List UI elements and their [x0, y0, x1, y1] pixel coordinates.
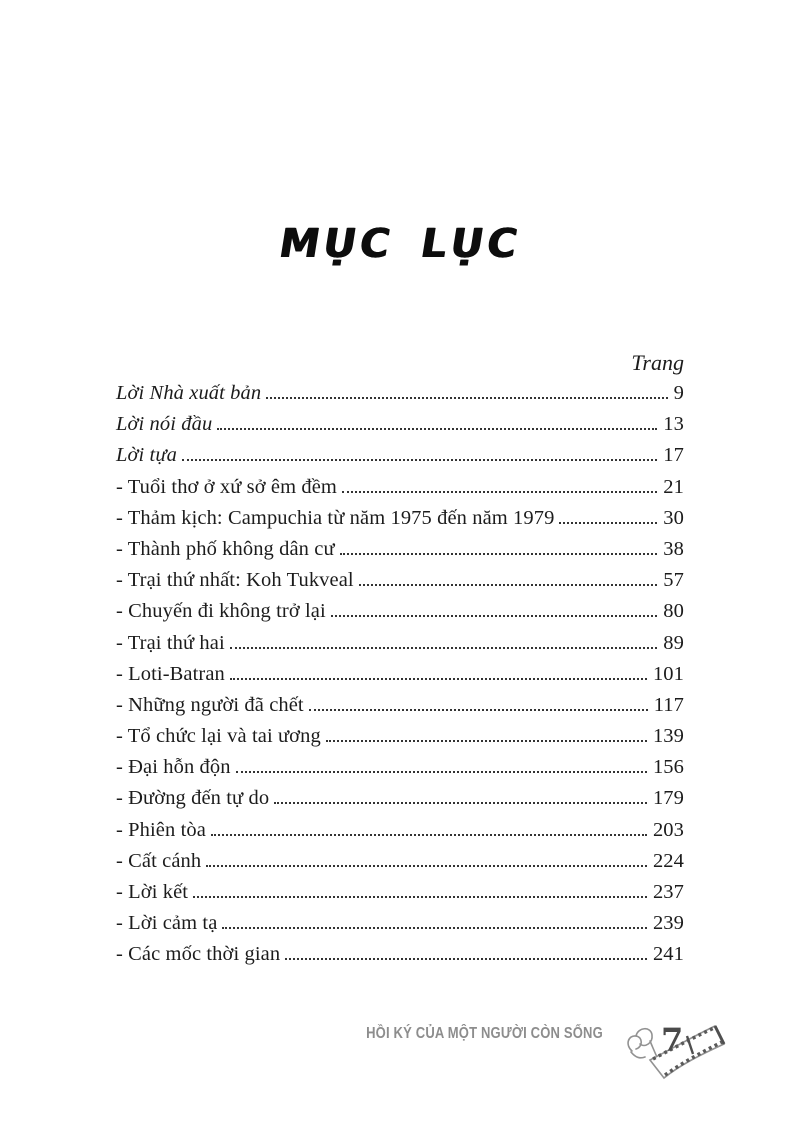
- page-footer: [0, 1005, 800, 1090]
- toc-entry-label: - Tuổi thơ ở xứ sở êm đềm: [116, 475, 337, 498]
- dot-leader: [342, 491, 657, 493]
- toc-row: [116, 819, 684, 850]
- toc-row: [116, 912, 684, 943]
- toc-row: [116, 725, 684, 756]
- toc-entry-page: 203: [652, 818, 684, 841]
- toc-row: [116, 382, 684, 413]
- dot-leader: [340, 553, 658, 555]
- dot-leader: [359, 584, 658, 586]
- toc-entry-page: 57: [663, 569, 684, 592]
- toc-row: [116, 850, 684, 881]
- toc-entry-page: 80: [663, 600, 684, 623]
- page-title: MỤC LỤC: [275, 221, 525, 267]
- toc-entry-label: - Các mốc thời gian: [116, 943, 281, 966]
- dot-leader: [217, 428, 657, 430]
- toc-column-header-row: [116, 350, 684, 382]
- toc-row: [116, 694, 684, 725]
- toc-entry-label: - Loti-Batran: [116, 662, 225, 685]
- toc-entry-label: - Cất cánh: [116, 849, 202, 872]
- dot-leader: [309, 709, 648, 711]
- dot-leader: [266, 397, 667, 399]
- toc-entry-page: 117: [653, 693, 684, 716]
- dot-leader: [193, 896, 647, 898]
- footer-page-number: 7: [661, 1021, 684, 1059]
- toc-row: [116, 569, 684, 600]
- toc-entry-page: 156: [652, 756, 684, 779]
- toc-row: [116, 663, 684, 694]
- toc-entry-label: - Thành phố không dân cư: [116, 537, 335, 560]
- toc-entry-label: - Lời cảm tạ: [116, 912, 218, 935]
- toc-entry-label: - Lời kết: [116, 881, 189, 903]
- toc-entry-label: - Đường đến tự do: [116, 787, 270, 810]
- toc-entry-label: Lời Nhà xuất bản: [116, 382, 262, 404]
- footer-book-title: HỒI KÝ CỦA MỘT NGƯỜI CÒN SỐNG: [366, 1025, 603, 1042]
- toc-row: [116, 943, 684, 974]
- toc-row: [116, 881, 684, 912]
- toc-row: [116, 538, 684, 569]
- toc-row: [116, 507, 684, 538]
- toc-entry-page: 139: [652, 725, 684, 748]
- dot-leader: [230, 647, 658, 649]
- toc-row: [116, 476, 684, 507]
- toc-entry-label: - Những người đã chết: [116, 693, 304, 716]
- toc-entry-page: 9: [673, 382, 684, 404]
- toc-row: [116, 756, 684, 787]
- toc-entry-label: - Tổ chức lại và tai ương: [116, 725, 321, 748]
- dot-leader: [222, 927, 647, 929]
- toc-entry-page: 239: [652, 912, 684, 935]
- toc-row: [116, 600, 684, 631]
- dot-leader: [230, 678, 647, 680]
- table-of-contents: [116, 350, 684, 975]
- toc-row: [116, 413, 684, 444]
- toc-entry-label: Lời tựa: [116, 444, 177, 467]
- toc-entry-page: 179: [652, 787, 684, 810]
- dot-leader: [211, 834, 647, 836]
- toc-list: [116, 382, 684, 975]
- dot-leader: [206, 865, 647, 867]
- dot-leader: [326, 740, 647, 742]
- dot-leader: [285, 958, 647, 960]
- dot-leader: [559, 522, 657, 524]
- toc-entry-page: 101: [652, 662, 684, 685]
- toc-entry-label: - Thảm kịch: Campuchia từ năm 1975 đến năm 1979: [116, 506, 555, 529]
- toc-row: [116, 632, 684, 663]
- toc-entry-page: 224: [652, 849, 684, 872]
- toc-entry-page: 38: [663, 537, 684, 560]
- toc-entry-page: 13: [663, 413, 684, 436]
- toc-entry-label: - Chuyến đi không trở lại: [116, 600, 326, 623]
- toc-entry-page: 21: [663, 475, 684, 498]
- toc-entry-page: 30: [663, 506, 684, 529]
- dot-leader: [331, 615, 658, 617]
- toc-entry-label: - Trại thứ hai: [116, 631, 225, 654]
- dot-leader: [236, 771, 647, 773]
- toc-entry-page: 237: [652, 881, 684, 903]
- toc-entry-page: 241: [652, 943, 684, 966]
- dot-leader: [274, 802, 647, 804]
- toc-column-header: Trang: [631, 350, 684, 375]
- toc-entry-label: - Đại hỗn độn: [116, 756, 231, 779]
- toc-entry-page: 89: [663, 631, 684, 654]
- toc-entry-label: - Phiên tòa: [116, 818, 206, 841]
- toc-row: [116, 787, 684, 818]
- film-strip-icon: [620, 1005, 740, 1092]
- dot-leader: [182, 459, 657, 461]
- toc-entry-label: Lời nói đầu: [116, 413, 213, 436]
- toc-row: [116, 444, 684, 475]
- toc-entry-label: - Trại thứ nhất: Koh Tukveal: [116, 569, 354, 592]
- toc-entry-page: 17: [663, 444, 684, 467]
